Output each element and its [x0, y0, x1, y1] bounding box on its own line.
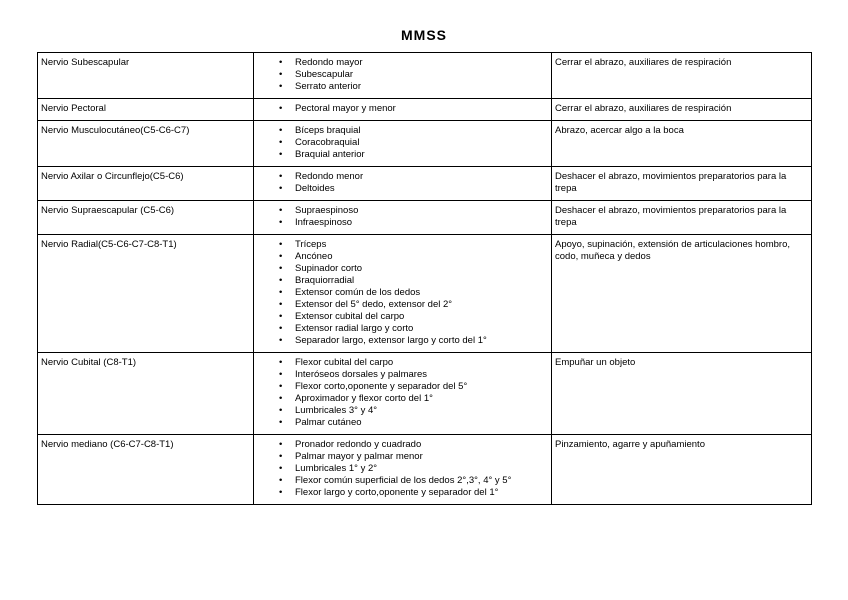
muscle-list-item: • Serrato anterior: [275, 81, 548, 93]
muscle-list-item: • Palmar mayor y palmar menor: [275, 451, 548, 463]
muscle-list-item: • Pronador redondo y cuadrado: [275, 439, 548, 451]
muscles-cell: [254, 353, 552, 435]
nerve-name-cell: Nervio Supraescapular (C5-C6): [38, 201, 254, 235]
function-cell: Cerrar el abrazo, auxiliares de respiración: [552, 99, 812, 121]
nerve-name-cell: Nervio Pectoral: [38, 99, 254, 121]
muscle-list-item: • Redondo mayor: [275, 57, 548, 69]
muscle-list-item: • Deltoides: [275, 183, 548, 195]
muscle-list: [257, 171, 548, 195]
muscle-list-item: • Palmar cutáneo: [275, 417, 548, 429]
nerve-name-cell: Nervio Subescapular: [38, 53, 254, 99]
muscle-list: [257, 103, 548, 115]
function-cell: Apoyo, supinación, extensión de articulaciones hombro, codo, muñeca y dedos: [552, 235, 812, 353]
nerve-name-cell: Nervio Radial(C5-C6-C7-C8-T1): [38, 235, 254, 353]
page-title: MMSS: [401, 27, 447, 43]
muscle-list-item: • Aproximador y flexor corto del 1°: [275, 393, 548, 405]
muscle-list-item: • Coracobraquial: [275, 137, 548, 149]
nerve-name-cell: Nervio Axilar o Circunflejo(C5-C6): [38, 167, 254, 201]
function-cell: Deshacer el abrazo, movimientos preparatorios para la trepa: [552, 167, 812, 201]
muscle-list-item: • Extensor del 5° dedo, extensor del 2°: [275, 299, 548, 311]
muscles-cell: [254, 201, 552, 235]
nerve-name-cell: Nervio Cubital (C8-T1): [38, 353, 254, 435]
muscle-list: [257, 125, 548, 161]
muscles-cell: [254, 167, 552, 201]
muscle-list-item: • Subescapular: [275, 69, 548, 81]
muscle-list-item: • Tríceps: [275, 239, 548, 251]
muscle-list-item: • Infraespinoso: [275, 217, 548, 229]
muscle-list: [257, 205, 548, 229]
muscle-list-item: • Interóseos dorsales y palmares: [275, 369, 548, 381]
muscle-list-item: • Lumbricales 3° y 4°: [275, 405, 548, 417]
table-row: [38, 235, 812, 353]
function-cell: Pinzamiento, agarre y apuñamiento: [552, 435, 812, 505]
muscle-list-item: • Extensor común de los dedos: [275, 287, 548, 299]
muscle-list-item: • Extensor radial largo y corto: [275, 323, 548, 335]
muscles-cell: [254, 53, 552, 99]
nerve-name-cell: Nervio mediano (C6-C7-C8-T1): [38, 435, 254, 505]
nerve-table: [37, 52, 812, 505]
muscle-list-item: • Bíceps braquial: [275, 125, 548, 137]
muscles-cell: [254, 435, 552, 505]
muscle-list-item: • Pectoral mayor y menor: [275, 103, 548, 115]
muscles-cell: [254, 121, 552, 167]
muscle-list-item: • Braquiorradial: [275, 275, 548, 287]
muscle-list-item: • Braquial anterior: [275, 149, 548, 161]
muscle-list: [257, 239, 548, 347]
table-row: [38, 167, 812, 201]
muscle-list-item: • Flexor largo y corto,oponente y separador del 1°: [275, 487, 548, 499]
function-cell: Cerrar el abrazo, auxiliares de respiración: [552, 53, 812, 99]
table-row: [38, 53, 812, 99]
muscle-list: [257, 439, 548, 499]
nerve-name-cell: Nervio Musculocutáneo(C5-C6-C7): [38, 121, 254, 167]
nerve-table-body: [38, 53, 812, 505]
muscle-list-item: • Flexor cubital del carpo: [275, 357, 548, 369]
function-cell: Abrazo, acercar algo a la boca: [552, 121, 812, 167]
muscle-list-item: • Extensor cubital del carpo: [275, 311, 548, 323]
muscle-list-item: • Redondo menor: [275, 171, 548, 183]
muscle-list-item: • Separador largo, extensor largo y corto del 1°: [275, 335, 548, 347]
table-row: [38, 201, 812, 235]
table-row: [38, 99, 812, 121]
muscle-list-item: • Flexor común superficial de los dedos 2°,3°, 4° y 5°: [275, 475, 548, 487]
muscle-list-item: • Lumbricales 1° y 2°: [275, 463, 548, 475]
muscle-list-item: • Supinador corto: [275, 263, 548, 275]
muscle-list-item: • Supraespinoso: [275, 205, 548, 217]
function-cell: Empuñar un objeto: [552, 353, 812, 435]
table-row: [38, 435, 812, 505]
muscle-list-item: • Ancóneo: [275, 251, 548, 263]
muscle-list-item: • Flexor corto,oponente y separador del 5°: [275, 381, 548, 393]
function-cell: Deshacer el abrazo, movimientos preparatorios para la trepa: [552, 201, 812, 235]
muscles-cell: [254, 235, 552, 353]
table-row: [38, 353, 812, 435]
muscle-list: [257, 57, 548, 93]
muscles-cell: [254, 99, 552, 121]
muscle-list: [257, 357, 548, 429]
table-row: [38, 121, 812, 167]
